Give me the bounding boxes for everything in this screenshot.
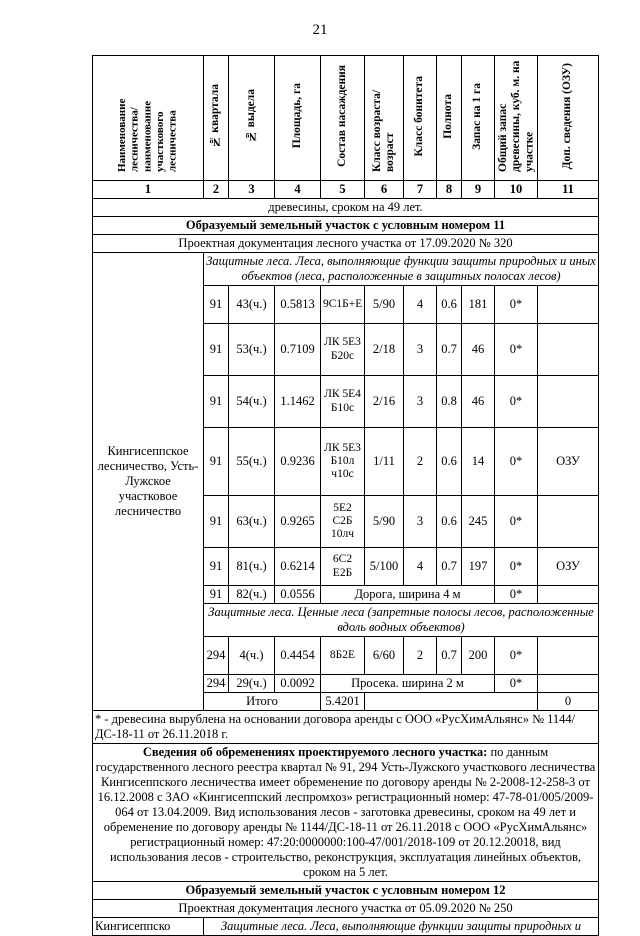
cell-ozu: ОЗУ (538, 548, 599, 586)
cell-density: 0.6 (437, 428, 462, 496)
col-num: 11 (538, 181, 599, 199)
cell-age: 5/90 (365, 496, 404, 548)
cell-section: 29(ч.) (229, 675, 275, 693)
cell-age: 5/100 (365, 548, 404, 586)
header-bonitet: Класс бонитета (413, 75, 426, 157)
plot12-title-row (93, 882, 599, 900)
cell-total: 0* (495, 496, 538, 548)
cell-bonitet: 4 (404, 286, 437, 324)
cell-area: 1.1462 (275, 376, 321, 428)
cell-stock: 245 (462, 496, 495, 548)
cell-stock: 200 (462, 637, 495, 675)
total-label: Итого (204, 693, 321, 711)
cell-ozu (538, 637, 599, 675)
header-quarter: № квартала (209, 84, 222, 148)
col-num: 7 (404, 181, 437, 199)
col-num: 5 (321, 181, 365, 199)
cell-bonitet: 3 (404, 496, 437, 548)
plot12-title: Образуемый земельный участок с условным номером 12 (93, 882, 599, 900)
cell-composition: 9С1Б+Е (321, 286, 365, 324)
cell-total: 0* (495, 286, 538, 324)
cell-age: 1/11 (365, 428, 404, 496)
cell-bonitet: 3 (404, 376, 437, 428)
cell-quarter: 91 (204, 428, 229, 496)
plot12-project: Проектная документация лесного участка от 05.09.2020 № 250 (93, 900, 599, 918)
header-composition: Состав насаждения (335, 65, 348, 167)
cell-composition: ЛК 5Е4 Б10с (321, 376, 365, 428)
cell-total: 0* (495, 637, 538, 675)
cell-density: 0.7 (437, 637, 462, 675)
cell-quarter: 294 (204, 637, 229, 675)
plot11-project: Проектная документация лесного участка от 17.09.2020 № 320 (93, 235, 599, 253)
encumbrance-row (93, 744, 599, 882)
col-num: 10 (495, 181, 538, 199)
plot12-first-row (93, 918, 599, 936)
cell-section: 53(ч.) (229, 324, 275, 376)
cell-total: 0* (495, 324, 538, 376)
cell-bonitet: 2 (404, 428, 437, 496)
forest-plot-table (92, 55, 599, 936)
cell-density: 0.7 (437, 324, 462, 376)
cell-ozu (538, 586, 599, 604)
cell-stock: 14 (462, 428, 495, 496)
cell-quarter: 91 (204, 324, 229, 376)
clearing-label: Просека. ширина 2 м (321, 675, 495, 693)
forestry-name-cell: Кингисеппско (93, 918, 204, 936)
encumbrance-text: по данным государственного лесного реестра квартал № 91, 294 Усть-Лужского участкового лесничества Кингисеппского лесничества имеет обременение по договору аренды № 2-2008-12-258-3 от 16.12.2008 с ЗАО «Кингисеппский леспромхоз» регистрационный номер: 47-78-01/005/2009-064 от 13.04.2009. Вид использования лесов - заготовка древесины, сроком на 49 лет и обременение по договору аренды № 1144/ДС-18-11 от 26.11.2018 с ООО «РусХимАльянс» регистрационный номер: 47:20:0000000:100-47/001/2018-109 от 20.12.20018, вид использования лесов - строительство, реконструкция, эксплуатация линейных объектов, сроком на 5 лет. (95, 745, 596, 879)
cell-section: 82(ч.) (229, 586, 275, 604)
cell-ozu (538, 675, 599, 693)
footnote: * - древесина вырублена на основании договора аренды с ООО «РусХимАльянс» № 1144/ДС-18-11 от 26.11.2018 г. (93, 711, 599, 744)
total-spacer (365, 693, 538, 711)
cell-total: 0* (495, 428, 538, 496)
cell-quarter: 91 (204, 548, 229, 586)
cell-total: 0* (495, 548, 538, 586)
cell-section: 4(ч.) (229, 637, 275, 675)
cell-bonitet: 3 (404, 324, 437, 376)
cell-composition: ЛК 5Е3 Б10л ч10с (321, 428, 365, 496)
cell-area: 0.0556 (275, 586, 321, 604)
cell-total: 0* (495, 586, 538, 604)
cell-area: 0.6214 (275, 548, 321, 586)
header-section: № выдела (244, 89, 257, 143)
cell-stock: 197 (462, 548, 495, 586)
header-area: Площадь, га (290, 83, 303, 149)
cell-ozu (538, 496, 599, 548)
cell-bonitet: 2 (404, 637, 437, 675)
col-num: 4 (275, 181, 321, 199)
header-age-class: Класс возраста/возраст (370, 89, 396, 172)
cell-age: 2/18 (365, 324, 404, 376)
continued-row (93, 199, 599, 217)
col-num: 3 (229, 181, 275, 199)
column-number-row (93, 181, 599, 199)
plot11-title-row (93, 217, 599, 235)
col-num: 8 (437, 181, 462, 199)
cell-ozu (538, 376, 599, 428)
col-num: 9 (462, 181, 495, 199)
encumbrance-cell (93, 744, 599, 882)
cell-total: 0* (495, 376, 538, 428)
cell-quarter: 294 (204, 675, 229, 693)
cell-quarter: 91 (204, 286, 229, 324)
cell-age: 6/60 (365, 637, 404, 675)
cell-ozu (538, 324, 599, 376)
header-total-stock: Общий запас древесины, куб. м. на участке (497, 60, 536, 172)
forestry-name-cell: Кингисеппское лесничество, Усть-Лужское участковое лесничество (93, 253, 204, 711)
plot11-project-row (93, 235, 599, 253)
encumbrance-title: Сведения об обременениях проектируемого лесного участка: (142, 745, 488, 759)
plot12-project-row (93, 900, 599, 918)
road-label: Дорога, ширина 4 м (321, 586, 495, 604)
header-density: Полнота (442, 93, 455, 139)
continued-text: древесины, сроком на 49 лет. (93, 199, 599, 217)
cell-section: 63(ч.) (229, 496, 275, 548)
cell-section: 55(ч.) (229, 428, 275, 496)
cell-composition: 5Е2 С2Б 10лч (321, 496, 365, 548)
col-num: 2 (204, 181, 229, 199)
cell-section: 81(ч.) (229, 548, 275, 586)
category2-text: Защитные леса. Ценные леса (запретные полосы лесов, расположенные вдоль водных объектов) (204, 604, 599, 637)
category1-text: Защитные леса. Леса, выполняющие функции защиты природных и иных объектов (леса, расположенные в защитных полосах лесов) (204, 253, 599, 286)
cell-density: 0.7 (437, 548, 462, 586)
category-text: Защитные леса. Леса, выполняющие функции защиты природных и (204, 918, 599, 936)
cell-age: 2/16 (365, 376, 404, 428)
cell-stock: 46 (462, 376, 495, 428)
cell-bonitet: 4 (404, 548, 437, 586)
page-number: 21 (312, 22, 328, 38)
cell-stock: 181 (462, 286, 495, 324)
cell-ozu: ОЗУ (538, 428, 599, 496)
cell-area: 0.4454 (275, 637, 321, 675)
cell-quarter: 91 (204, 496, 229, 548)
cell-area: 0.7109 (275, 324, 321, 376)
header-stock-per-ha: Запас на 1 га (471, 82, 484, 150)
cell-density: 0.6 (437, 286, 462, 324)
cell-ozu (538, 286, 599, 324)
cell-composition: ЛК 5Е3 Б20с (321, 324, 365, 376)
col-num: 6 (365, 181, 404, 199)
cell-quarter: 91 (204, 586, 229, 604)
cell-density: 0.8 (437, 376, 462, 428)
cell-area: 0.0092 (275, 675, 321, 693)
cell-total: 0* (495, 675, 538, 693)
header-forestry: Наименование лесничества/ наименование участкового лесничества (116, 98, 179, 172)
cell-area: 0.9265 (275, 496, 321, 548)
cell-stock: 46 (462, 324, 495, 376)
cell-area: 0.5813 (275, 286, 321, 324)
cell-age: 5/90 (365, 286, 404, 324)
header-row (93, 56, 599, 181)
cell-section: 43(ч.) (229, 286, 275, 324)
cell-quarter: 91 (204, 376, 229, 428)
cell-section: 54(ч.) (229, 376, 275, 428)
footnote-row (93, 711, 599, 744)
col-num: 1 (93, 181, 204, 199)
plot11-title: Образуемый земельный участок с условным номером 11 (93, 217, 599, 235)
cell-density: 0.6 (437, 496, 462, 548)
cell-composition: 6С2 Е2Б (321, 548, 365, 586)
category1-row (93, 253, 599, 286)
total-area: 5.4201 (321, 693, 365, 711)
total-stock: 0 (538, 693, 599, 711)
cell-area: 0.9236 (275, 428, 321, 496)
cell-composition: 8Б2Е (321, 637, 365, 675)
header-extra-info: Доп. сведения (ОЗУ) (561, 62, 574, 170)
